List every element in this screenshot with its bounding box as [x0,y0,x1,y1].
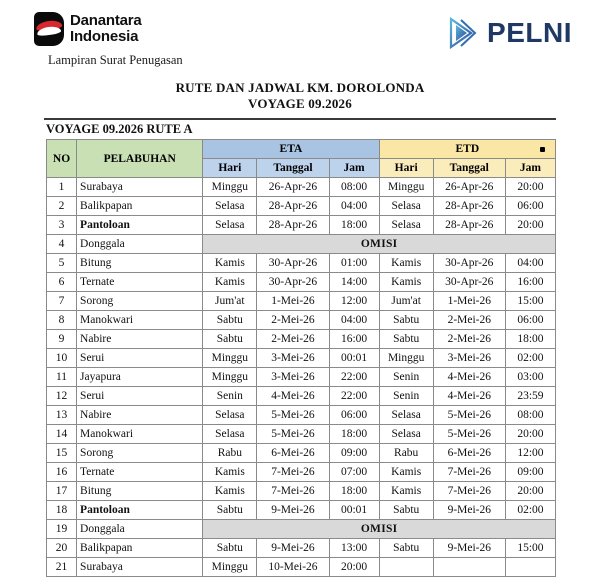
cell-eta-tanggal: 2-Mei-26 [257,330,329,349]
cell-eta-tanggal: 28-Apr-26 [257,216,329,235]
cell-pelabuhan: Balikpapan [77,197,203,216]
cell-etd-jam: 12:00 [505,444,555,463]
cell-eta-hari: Kamis [203,482,257,501]
cell-eta-jam: 22:00 [329,368,379,387]
cell-eta-hari: Sabtu [203,539,257,558]
danantara-wordmark [70,13,142,45]
table-row [47,539,556,558]
cell-eta-hari: Selasa [203,216,257,235]
cell-etd-jam: 23:59 [505,387,555,406]
cell-pelabuhan: Ternate [77,273,203,292]
cell-eta-jam: 12:00 [329,292,379,311]
pelni-chevron-icon [448,16,482,50]
cell-pelabuhan: Pantoloan [77,501,203,520]
table-row [47,520,556,539]
cell-pelabuhan: Sorong [77,444,203,463]
cell-etd-hari: Selasa [379,406,433,425]
table-row [47,216,556,235]
cell-pelabuhan: Serui [77,349,203,368]
cell-eta-jam: 18:00 [329,482,379,501]
cell-etd-hari: Sabtu [379,501,433,520]
table-row [47,178,556,197]
cell-pelabuhan: Ternate [77,463,203,482]
cell-eta-jam: 00:01 [329,501,379,520]
schedule-table [46,139,556,577]
danantara-mark-icon [34,12,64,46]
cell-etd-tanggal: 30-Apr-26 [433,254,505,273]
cell-etd-jam: 20:00 [505,178,555,197]
cell-eta-hari: Minggu [203,368,257,387]
cell-eta-hari: Sabtu [203,311,257,330]
lampiran-label: Lampiran Surat Penugasan [48,53,183,67]
cell-eta-tanggal: 4-Mei-26 [257,387,329,406]
cell-etd-hari: Selasa [379,216,433,235]
table-row [47,558,556,577]
cell-pelabuhan: Donggala [77,235,203,254]
column-header-etd-label: ETD [455,143,480,155]
cell-etd-jam: 06:00 [505,311,555,330]
cell-etd-tanggal: 9-Mei-26 [433,501,505,520]
cell-pelabuhan: Surabaya [77,178,203,197]
cell-eta-hari: Kamis [203,254,257,273]
cell-etd-jam: 06:00 [505,197,555,216]
cell-etd-tanggal: 3-Mei-26 [433,349,505,368]
table-row [47,330,556,349]
cell-etd-tanggal: 4-Mei-26 [433,368,505,387]
cell-pelabuhan: Serui [77,387,203,406]
cell-etd-jam: 18:00 [505,330,555,349]
cell-etd-jam: 20:00 [505,425,555,444]
cell-eta-hari: Kamis [203,273,257,292]
cell-no: 20 [47,539,77,558]
cell-etd-jam: 20:00 [505,482,555,501]
table-row [47,387,556,406]
column-header-pelabuhan: PELABUHAN [77,140,203,178]
cell-eta-hari: Kamis [203,463,257,482]
cell-eta-hari: Minggu [203,349,257,368]
column-header-eta-hari: Hari [203,159,257,178]
cell-eta-jam: 20:00 [329,558,379,577]
cell-pelabuhan: Jayapura [77,368,203,387]
cell-etd-jam: 02:00 [505,501,555,520]
cell-eta-tanggal: 28-Apr-26 [257,197,329,216]
cell-etd-tanggal: 5-Mei-26 [433,425,505,444]
cell-omisi: OMISI [203,235,556,254]
cell-etd-tanggal: 9-Mei-26 [433,539,505,558]
cell-eta-tanggal: 7-Mei-26 [257,463,329,482]
cell-eta-hari: Selasa [203,406,257,425]
cell-pelabuhan: Balikpapan [77,539,203,558]
cell-etd-hari: Rabu [379,444,433,463]
cell-no: 10 [47,349,77,368]
cell-etd-hari: Minggu [379,349,433,368]
cell-eta-jam: 14:00 [329,273,379,292]
cell-etd-tanggal: 28-Apr-26 [433,216,505,235]
cell-no: 5 [47,254,77,273]
table-row [47,273,556,292]
column-header-eta-tanggal: Tanggal [257,159,329,178]
cell-no: 6 [47,273,77,292]
cell-eta-tanggal: 9-Mei-26 [257,501,329,520]
cell-no: 9 [47,330,77,349]
table-row [47,292,556,311]
cell-etd-tanggal: 26-Apr-26 [433,178,505,197]
cell-etd-tanggal: 6-Mei-26 [433,444,505,463]
cell-etd-hari: Selasa [379,197,433,216]
column-header-etd-hari: Hari [379,159,433,178]
cell-eta-tanggal: 10-Mei-26 [257,558,329,577]
cell-eta-tanggal: 3-Mei-26 [257,368,329,387]
danantara-logo [34,12,142,46]
cell-eta-jam: 18:00 [329,425,379,444]
cell-no: 1 [47,178,77,197]
cell-etd-tanggal: 5-Mei-26 [433,406,505,425]
cell-etd-hari: Sabtu [379,330,433,349]
cell-etd-hari: Kamis [379,254,433,273]
cell-etd-hari: Kamis [379,463,433,482]
column-header-eta-jam: Jam [329,159,379,178]
cell-etd-jam: 03:00 [505,368,555,387]
cell-no: 2 [47,197,77,216]
table-row [47,254,556,273]
cell-eta-tanggal: 30-Apr-26 [257,254,329,273]
pelni-wordmark: PELNI [487,17,572,48]
page-subtitle: VOYAGE 09.2026 [248,96,352,111]
column-header-etd-jam: Jam [505,159,555,178]
cell-eta-jam: 22:00 [329,387,379,406]
cell-etd-hari [379,558,433,577]
cell-no: 8 [47,311,77,330]
table-row [47,501,556,520]
cell-etd-hari: Kamis [379,482,433,501]
cell-pelabuhan: Pantoloan [77,216,203,235]
cell-eta-jam: 00:01 [329,349,379,368]
title-block [0,80,600,112]
table-body [47,178,556,577]
table-row [47,197,556,216]
table-row [47,368,556,387]
page-title: RUTE DAN JADWAL KM. DOROLONDA [175,80,425,95]
cell-eta-hari: Senin [203,387,257,406]
cell-etd-jam: 08:00 [505,406,555,425]
cell-eta-jam: 13:00 [329,539,379,558]
cell-eta-hari: Rabu [203,444,257,463]
cell-no: 14 [47,425,77,444]
column-header-etd [379,140,555,159]
cell-etd-hari: Minggu [379,178,433,197]
cell-no: 19 [47,520,77,539]
cell-etd-jam: 02:00 [505,349,555,368]
cell-pelabuhan: Manokwari [77,311,203,330]
cell-eta-tanggal: 30-Apr-26 [257,273,329,292]
cell-eta-hari: Selasa [203,425,257,444]
cell-etd-tanggal: 1-Mei-26 [433,292,505,311]
cell-eta-jam: 08:00 [329,178,379,197]
cell-no: 21 [47,558,77,577]
table-row [47,425,556,444]
cell-etd-tanggal: 7-Mei-26 [433,463,505,482]
cell-etd-tanggal: 4-Mei-26 [433,387,505,406]
cell-etd-jam: 04:00 [505,254,555,273]
cell-etd-hari: Jum'at [379,292,433,311]
cell-pelabuhan: Bitung [77,482,203,501]
cell-no: 13 [47,406,77,425]
cell-pelabuhan: Donggala [77,520,203,539]
cell-etd-jam: 16:00 [505,273,555,292]
cell-no: 17 [47,482,77,501]
cell-pelabuhan: Nabire [77,406,203,425]
table-row [47,482,556,501]
cell-pelabuhan: Bitung [77,254,203,273]
cell-eta-hari: Jum'at [203,292,257,311]
cell-etd-jam: 20:00 [505,216,555,235]
cell-etd-hari: Kamis [379,273,433,292]
cell-etd-hari: Senin [379,368,433,387]
cell-eta-hari: Minggu [203,178,257,197]
title-divider [44,118,556,120]
cell-eta-jam: 04:00 [329,197,379,216]
cell-no: 7 [47,292,77,311]
cell-eta-hari: Sabtu [203,330,257,349]
cell-pelabuhan: Nabire [77,330,203,349]
cell-no: 12 [47,387,77,406]
cell-eta-tanggal: 6-Mei-26 [257,444,329,463]
cell-eta-jam: 01:00 [329,254,379,273]
cell-no: 3 [47,216,77,235]
cell-eta-hari: Sabtu [203,501,257,520]
header-row-group [47,140,556,159]
cell-etd-tanggal: 30-Apr-26 [433,273,505,292]
cell-pelabuhan: Sorong [77,292,203,311]
cell-eta-tanggal: 2-Mei-26 [257,311,329,330]
cell-eta-jam: 16:00 [329,330,379,349]
cell-etd-hari: Sabtu [379,539,433,558]
cell-etd-tanggal: 28-Apr-26 [433,197,505,216]
cell-eta-tanggal: 26-Apr-26 [257,178,329,197]
cell-eta-hari: Selasa [203,197,257,216]
cell-eta-tanggal: 3-Mei-26 [257,349,329,368]
cell-eta-jam: 04:00 [329,311,379,330]
column-header-no: NO [47,140,77,178]
table-row [47,444,556,463]
danantara-wordmark-line2: Indonesia [70,28,139,45]
cell-eta-tanggal: 5-Mei-26 [257,406,329,425]
schedule-table-wrapper [46,139,556,577]
cell-omisi: OMISI [203,520,556,539]
cell-etd-tanggal: 2-Mei-26 [433,330,505,349]
cell-pelabuhan: Manokwari [77,425,203,444]
table-row [47,463,556,482]
cell-eta-hari: Minggu [203,558,257,577]
table-row [47,235,556,254]
document-header [0,0,600,78]
cell-no: 4 [47,235,77,254]
etd-bullet-dot-icon [540,147,545,152]
cell-eta-jam: 07:00 [329,463,379,482]
cell-eta-jam: 18:00 [329,216,379,235]
cell-etd-tanggal: 2-Mei-26 [433,311,505,330]
cell-etd-jam: 09:00 [505,463,555,482]
column-header-etd-tanggal: Tanggal [433,159,505,178]
cell-eta-tanggal: 1-Mei-26 [257,292,329,311]
cell-no: 15 [47,444,77,463]
cell-eta-tanggal: 9-Mei-26 [257,539,329,558]
cell-eta-jam: 06:00 [329,406,379,425]
cell-etd-hari: Senin [379,387,433,406]
table-row [47,406,556,425]
cell-etd-hari: Selasa [379,425,433,444]
cell-etd-hari: Sabtu [379,311,433,330]
cell-etd-jam: 15:00 [505,539,555,558]
cell-etd-jam [505,558,555,577]
table-row [47,311,556,330]
voyage-route-label: VOYAGE 09.2026 RUTE A [46,122,193,136]
table-row [47,349,556,368]
cell-no: 11 [47,368,77,387]
cell-etd-tanggal: 7-Mei-26 [433,482,505,501]
danantara-wordmark-line1: Danantara [70,12,142,29]
cell-no: 16 [47,463,77,482]
cell-etd-tanggal [433,558,505,577]
cell-no: 18 [47,501,77,520]
pelni-logo [448,16,572,50]
table-head [47,140,556,178]
column-header-eta: ETA [203,140,379,159]
cell-etd-jam: 15:00 [505,292,555,311]
cell-pelabuhan: Surabaya [77,558,203,577]
cell-eta-jam: 09:00 [329,444,379,463]
cell-eta-tanggal: 5-Mei-26 [257,425,329,444]
cell-eta-tanggal: 7-Mei-26 [257,482,329,501]
